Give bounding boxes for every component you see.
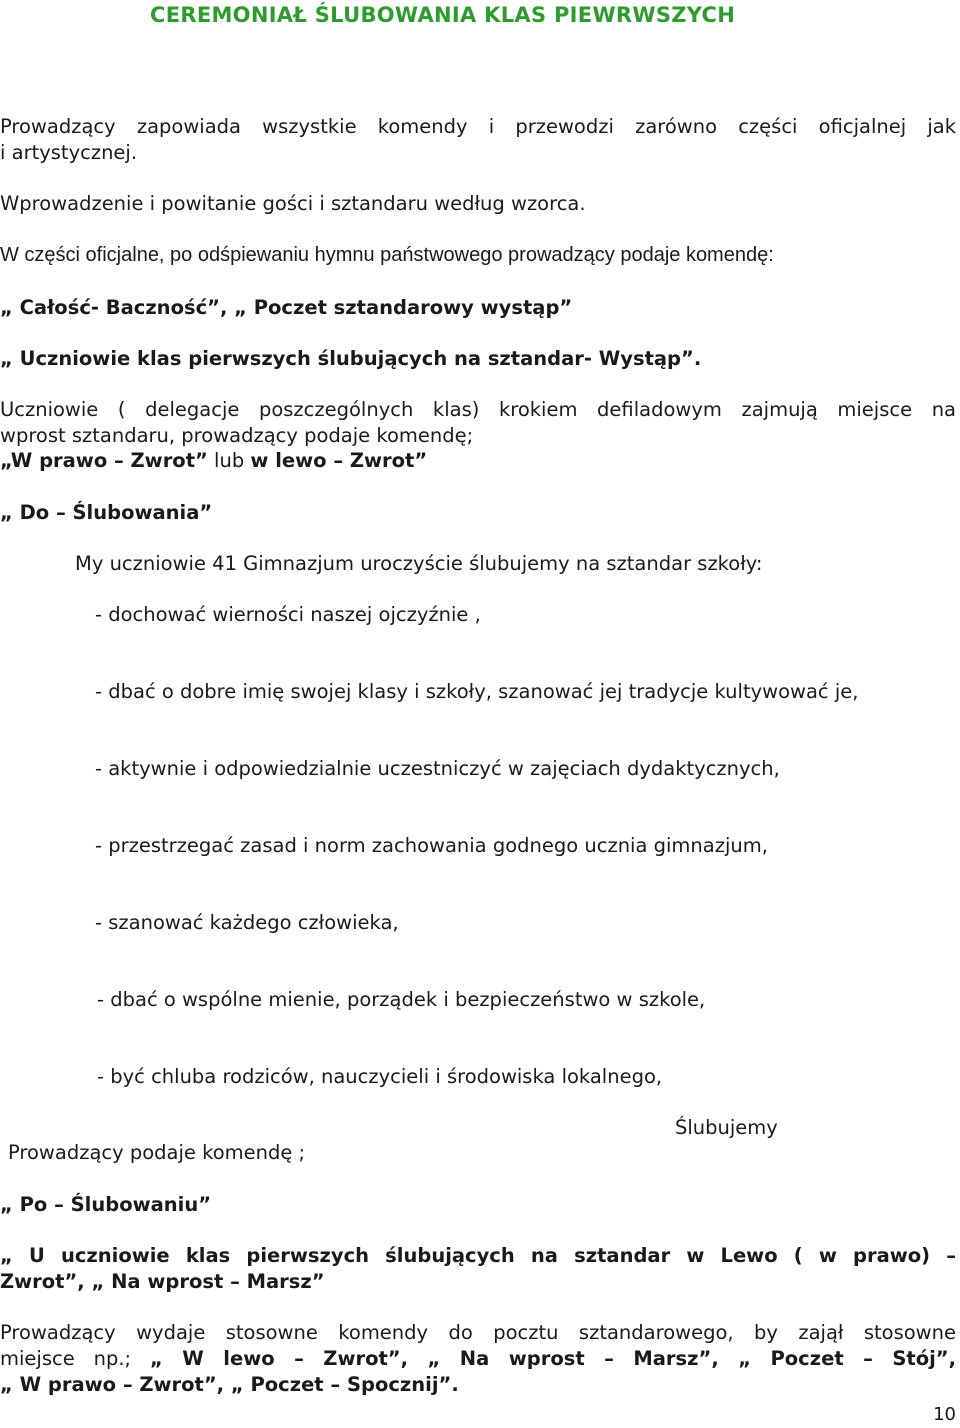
oath-item: - być chluba rodziców, nauczycieli i środowiska lokalnego,: [97, 1065, 663, 1088]
oath-item: - dbać o wspólne mienie, porządek i bezpieczeństwo w szkole,: [97, 988, 706, 1011]
command-after-oath: „ Po – Ślubowaniu”: [0, 1193, 212, 1216]
closing-paragraph-line-2: [0, 1346, 956, 1372]
command-turn-or: lub: [207, 449, 251, 472]
command-students-step-forward: „ Uczniowie klas pierwszych ślubujących na sztandar- Wystąp”.: [0, 347, 702, 370]
intro-line-2: i artystycznej.: [0, 141, 138, 164]
students-paragraph-line-1: Uczniowie ( delegacje poszczególnych klas) krokiem defiladowym zajmują miejsce na: [0, 398, 956, 421]
document-title: CEREMONIAŁ ŚLUBOWANIA KLAS PIEWRWSZYCH: [150, 3, 736, 27]
command-turn-right: „W prawo – Zwrot”: [0, 449, 208, 472]
oath-item: - dochować wierności naszej ojczyźnie ,: [95, 603, 481, 626]
host-command-intro: Prowadzący podaje komendę ;: [8, 1141, 306, 1164]
official-part-paragraph: W części oficjalne, po odśpiewaniu hymnu państwowego prowadzący podaje komendę:: [0, 244, 774, 266]
closing-paragraph-prefix: miejsce np.;: [0, 1347, 150, 1370]
command-turn: [0, 448, 427, 474]
oath-intro: My uczniowie 41 Gimnazjum uroczyście ślubujemy na sztandar szkoły:: [75, 552, 763, 575]
page-number: 10: [933, 1404, 956, 1425]
closing-paragraph-line-3: „ W prawo – Zwrot”, „ Poczet – Spocznij”.: [0, 1373, 459, 1396]
closing-paragraph-line-1: Prowadzący wydaje stosowne komendy do pocztu sztandarowego, by zajął stosowne: [0, 1321, 956, 1344]
closing-commands: „ W lewo – Zwrot”, „ Na wprost – Marsz”, „ Poczet – Stój”,: [150, 1347, 957, 1370]
oath-item: - aktywnie i odpowiedzialnie uczestniczyć w zajęciach dydaktycznych,: [95, 757, 780, 780]
command-students-turn-line-1: „ U uczniowie klas pierwszych ślubujących na sztandar w Lewo ( w prawo) –: [0, 1244, 956, 1267]
oath-item: - przestrzegać zasad i norm zachowania godnego ucznia gimnazjum,: [95, 834, 768, 857]
oath-response: Ślubujemy: [675, 1116, 778, 1139]
command-attention: „ Całość- Baczność”, „ Poczet sztandarowy wystąp”: [0, 296, 573, 319]
command-students-turn-line-2: Zwrot”, „ Na wprost – Marsz”: [0, 1270, 325, 1293]
command-turn-left: w lewo – Zwrot”: [250, 449, 428, 472]
students-paragraph-line-2: wprost sztandaru, prowadzący podaje komendę;: [0, 424, 474, 447]
introduction-paragraph: Wprowadzenie i powitanie gości i sztandaru według wzorca.: [0, 192, 586, 215]
intro-line-1: Prowadzący zapowiada wszystkie komendy i przewodzi zarówno części oficjalnej jak: [0, 115, 956, 138]
oath-item: - dbać o dobre imię swojej klasy i szkoły, szanować jej tradycje kultywować je,: [95, 680, 859, 703]
command-oath: „ Do – Ślubowania”: [0, 501, 213, 524]
oath-item: - szanować każdego człowieka,: [95, 911, 399, 934]
